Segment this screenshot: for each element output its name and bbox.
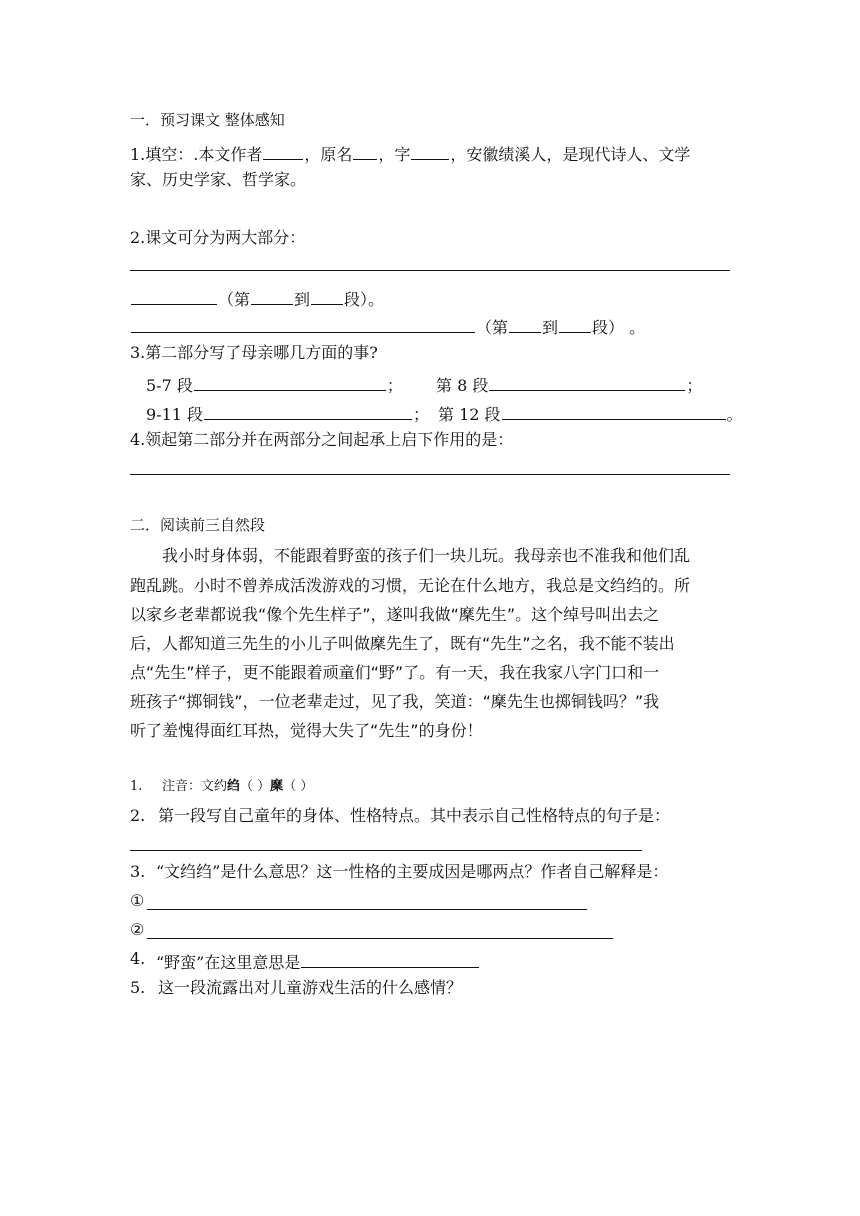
zhou-pinyin-blank[interactable]: （ ） <box>240 779 271 794</box>
q2-row2: （第 到 段） 。 <box>130 316 645 336</box>
passage-line: 后，人都知道三先生的小儿子叫做穈先生了，既有“先生”之名，我不能不装出 <box>130 634 675 653</box>
s2-q4-text: “野蛮”在这里意思是 <box>156 951 480 971</box>
s2-q2-num: 2. <box>130 806 146 825</box>
s2-q1-num: 1. <box>130 779 143 794</box>
part1-start-blank[interactable] <box>251 288 293 305</box>
s2-q5-text: 这一段流露出对儿童游戏生活的什么感情？ <box>158 978 463 997</box>
section2-title: 二．阅读前三自然段 <box>130 516 266 534</box>
reason2-marker: ② <box>130 920 145 939</box>
s2-q2-answer-line[interactable] <box>130 850 642 851</box>
part2-blank[interactable] <box>131 316 475 333</box>
para5-7-blank[interactable] <box>194 374 386 391</box>
original-name-blank[interactable] <box>353 143 377 160</box>
q1-line2: 家、历史学家、哲学家。 <box>130 170 307 189</box>
passage-line: 点“先生”样子，更不能跟着顽童们“野”了。有一天，我在我家八字门口和一 <box>130 663 660 682</box>
reason1-marker: ① <box>130 891 145 910</box>
reason2-answer-line[interactable] <box>147 938 613 939</box>
s2-q4-num: 4. <box>130 949 146 968</box>
q3-row2: 9-11 段 ； <box>146 405 430 424</box>
part2-start-blank[interactable] <box>509 316 541 333</box>
para8-blank[interactable] <box>489 374 685 391</box>
s2-q3-text: “文绉绉”是什么意思？这一性格的主要成因是哪两点？作者自己解释是： <box>156 862 669 881</box>
section1-title: 一．预习课文 整体感知 <box>130 111 285 129</box>
part1-end-blank[interactable] <box>311 288 343 305</box>
q3-row1b: 第 8 段 ； <box>436 376 703 395</box>
yeman-meaning-blank[interactable] <box>301 951 479 968</box>
q2-label: 2.课文可分为两大部分： <box>130 228 306 247</box>
para9-11-blank[interactable] <box>204 403 412 420</box>
q2-row1: （第 到 段）。 <box>130 288 384 308</box>
q4-label: 4.领起第二部分并在两部分之间起承上启下作用的是： <box>130 430 514 449</box>
passage-line: 以家乡老辈都说我“像个先生样子”，遂叫我做“穈先生”。这个绰号叫出去之 <box>130 605 660 624</box>
s2-q5-num: 5. <box>130 978 146 997</box>
q3-label: 3.第二部分写了母亲哪几方面的事? <box>130 343 378 362</box>
s2-q2-text: 第一段写自己童年的身体、性格特点。其中表示自己性格特点的句子是： <box>158 806 671 825</box>
part1-blank[interactable] <box>131 288 217 305</box>
s2-q3-num: 3. <box>130 862 146 881</box>
passage-line: 跑乱跳。小时不曾养成活泼游戏的习惯，无论在什么地方，我总是文绉绉的。所 <box>130 576 691 595</box>
passage-line: 听了羞愧得面红耳热，觉得大失了“先生”的身份！ <box>130 721 483 740</box>
courtesy-name-blank[interactable] <box>411 143 449 160</box>
q4-answer-line[interactable] <box>130 474 730 475</box>
author-blank[interactable] <box>263 143 303 160</box>
part2-end-blank[interactable] <box>559 316 591 333</box>
reason1-answer-line[interactable] <box>147 909 587 910</box>
passage-line: 我小时身体弱，不能跟着野蛮的孩子们一块儿玩。我母亲也不准我和他们乱 <box>162 546 691 565</box>
q3-row1: 5-7 段 ； <box>146 376 403 395</box>
q1-line1: 1.填空：.本文作者 ，原名 ，字 ，安徽绩溪人，是现代诗人、文学 <box>130 145 691 164</box>
q2-answer-line[interactable] <box>130 270 730 271</box>
passage-line: 班孩子“掷铜钱”，一位老辈走过，见了我，笑道：“穈先生也掷铜钱吗？”我 <box>130 692 660 711</box>
para12-blank[interactable] <box>502 403 726 420</box>
mi-pinyin-blank[interactable]: （ ） <box>283 779 314 794</box>
q3-row2b: 第 12 段 。 <box>438 405 743 424</box>
s2-q1: 注音：文约绉（ ）穈（ ） <box>162 779 314 794</box>
